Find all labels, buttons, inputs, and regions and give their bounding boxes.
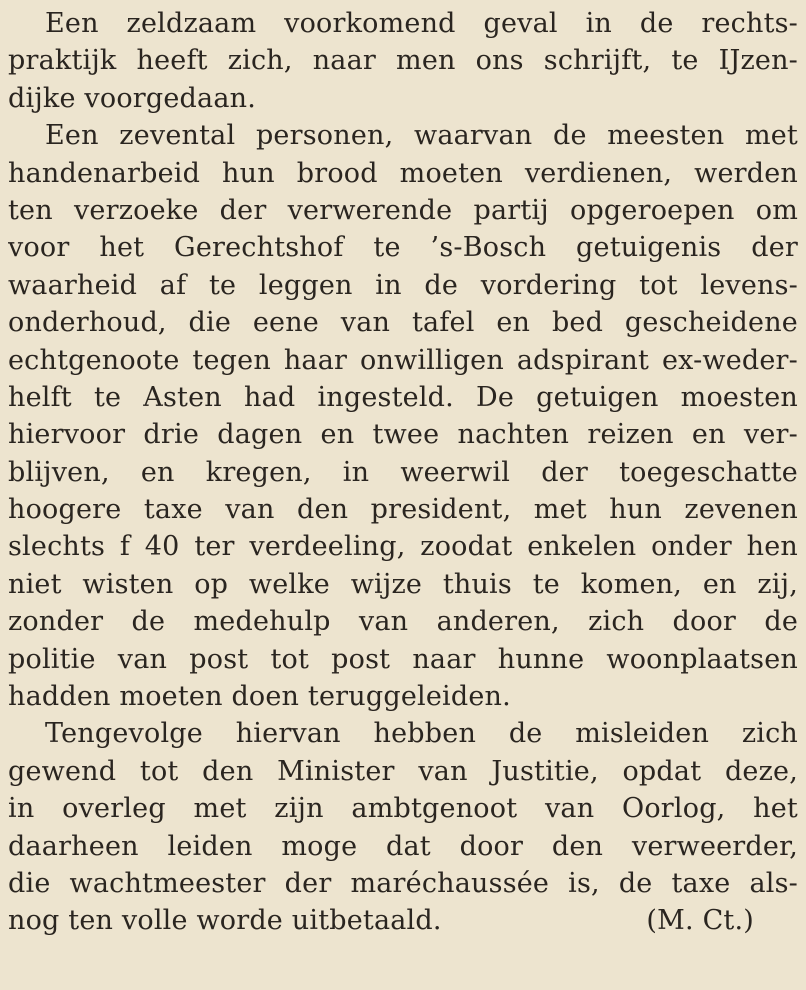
text-line: handenarbeid hun brood moeten verdienen, werden xyxy=(8,157,798,189)
source-attribution: (M. Ct.) xyxy=(646,905,754,937)
text-line: hiervoor drie dagen en twee nachten reizen en ver- xyxy=(8,419,798,451)
text-line: hadden moeten doen teruggeleiden. xyxy=(8,681,511,713)
text-line: die wachtmeester der maréchaussée is, de taxe als- xyxy=(8,867,798,899)
text-line: daarheen leiden moge dat door den verweerder, xyxy=(8,830,798,862)
text-line: politie van post tot post naar hunne woonplaatsen xyxy=(8,643,798,675)
text-line: dijke voorgedaan. xyxy=(8,82,256,114)
text-line: nog ten volle worde uitbetaald. xyxy=(8,905,442,937)
text-line: praktijk heeft zich, naar men ons schrijft, te IJzen- xyxy=(8,45,798,77)
text-line: onderhoud, die eene van tafel en bed gescheidene xyxy=(8,307,798,339)
text-line: Een zevental personen, waarvan de meesten met xyxy=(45,120,798,152)
text-line-with-source xyxy=(8,902,798,939)
text-line: Een zeldzaam voorkomend geval in de rechts- xyxy=(45,8,798,39)
text-line: voor het Gerechtshof te ’s-Bosch getuigenis der xyxy=(8,232,798,264)
text-line: waarheid af te leggen in de vordering tot levens- xyxy=(8,269,798,301)
text-line: in overleg met zijn ambtgenoot van Oorlog, het xyxy=(8,793,798,825)
text-line: zonder de medehulp van anderen, zich door de xyxy=(8,606,798,638)
text-line: helft te Asten had ingesteld. De getuigen moesten xyxy=(8,381,798,413)
text-line: hoogere taxe van den president, met hun zevenen xyxy=(8,494,798,526)
text-line: Tengevolge hiervan hebben de misleiden zich xyxy=(45,718,798,750)
text-line: ten verzoeke der verwerende partij opgeroepen om xyxy=(8,194,798,226)
newspaper-article xyxy=(8,5,798,940)
text-line: blijven, en kregen, in weerwil der toegeschatte xyxy=(8,456,798,488)
text-line: echtgenoote tegen haar onwilligen adspirant ex-weder- xyxy=(8,344,798,376)
text-line: gewend tot den Minister van Justitie, opdat deze, xyxy=(8,755,798,787)
text-line: slechts f 40 ter verdeeling, zoodat enkelen onder hen xyxy=(8,531,798,563)
text-line: niet wisten op welke wijze thuis te komen, en zij, xyxy=(8,568,798,600)
